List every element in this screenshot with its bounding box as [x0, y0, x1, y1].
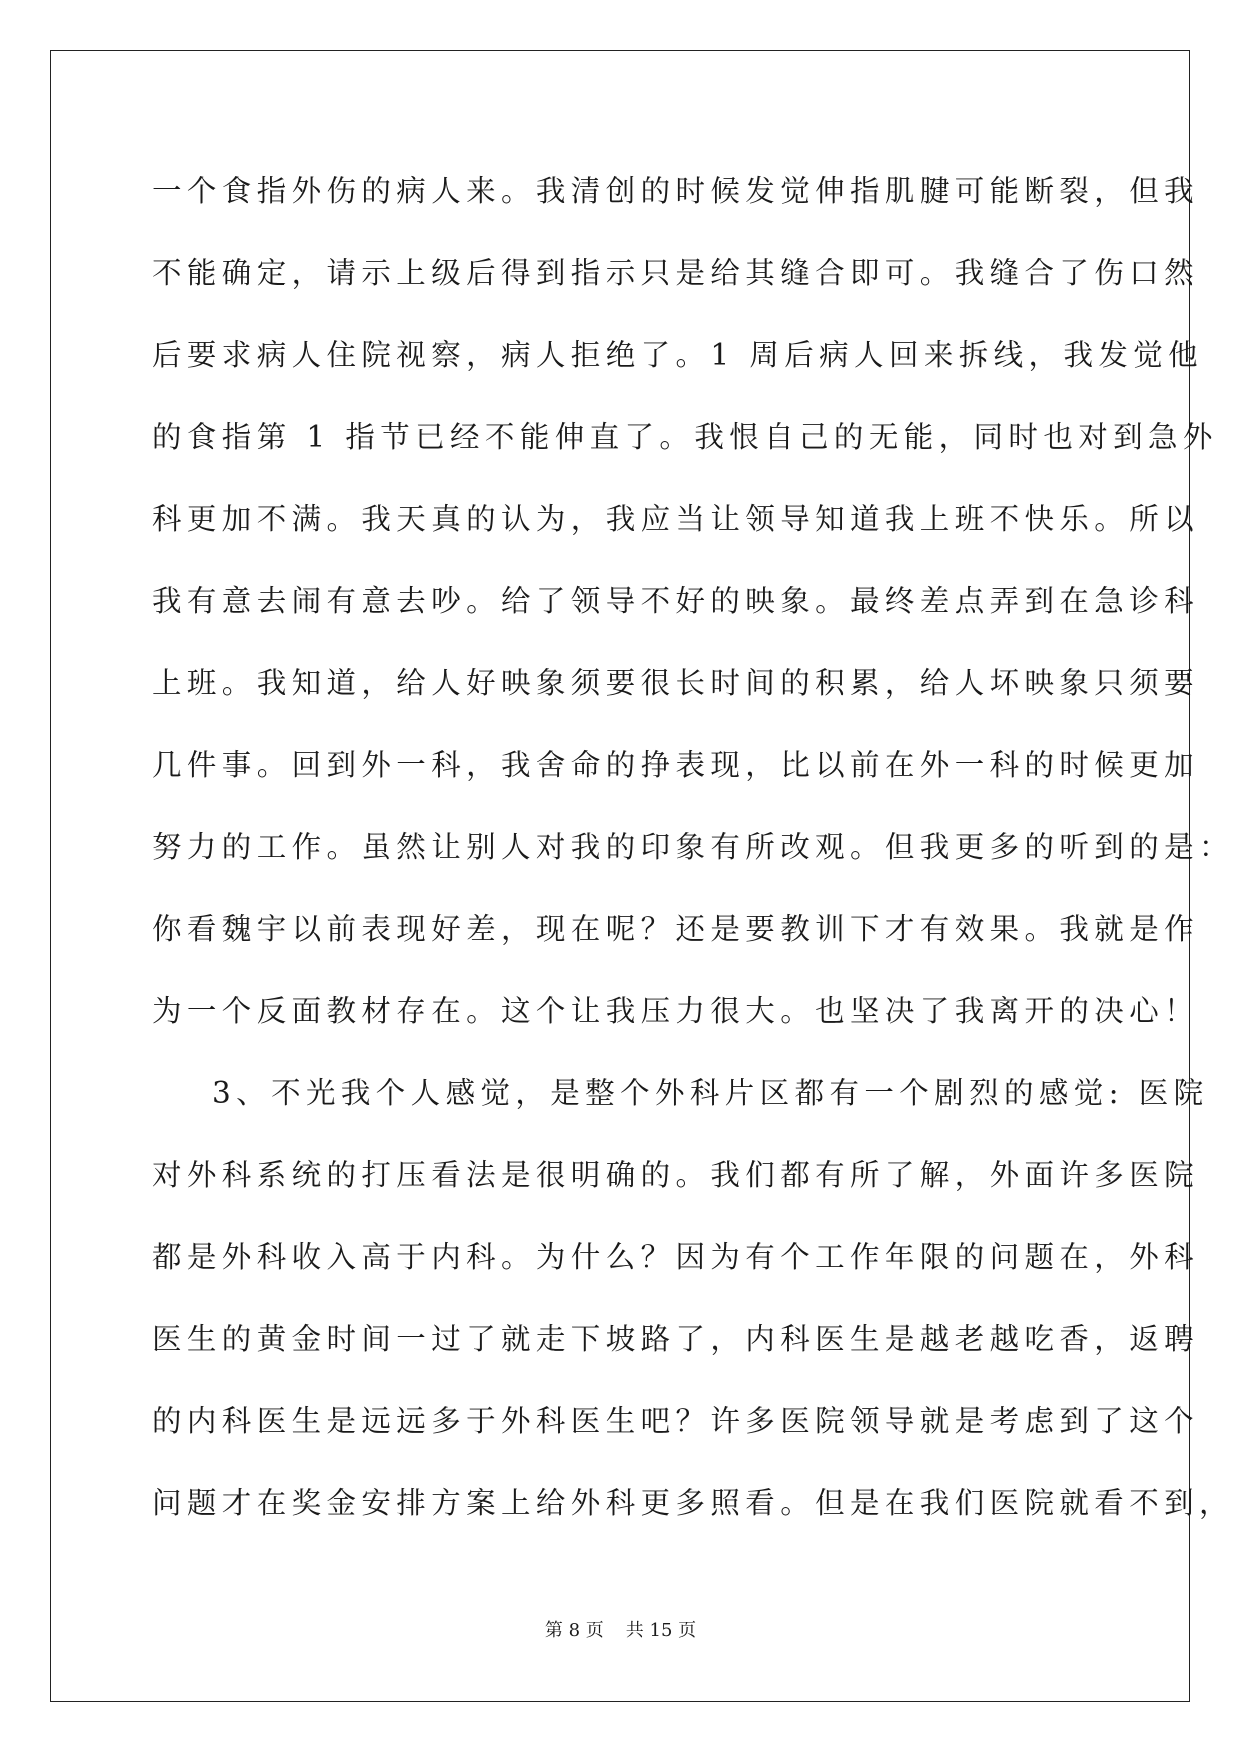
text-line: 都是外科收入高于内科。为什么？因为有个工作年限的问题在，外科 — [152, 1240, 1200, 1274]
text-line: 为一个反面教材存在。这个让我压力很大。也坚决了我离开的决心！ — [152, 994, 1200, 1028]
text-line: 的食指第 1 指节已经不能伸直了。我恨自己的无能，同时也对到急外 — [152, 420, 1218, 454]
text-line: 上班。我知道，给人好映象须要很长时间的积累，给人坏映象只须要 — [152, 666, 1200, 700]
text-line: 科更加不满。我天真的认为，我应当让领导知道我上班不快乐。所以 — [152, 502, 1200, 536]
text-line: 你看魏宇以前表现好差，现在呢？还是要教训下才有效果。我就是作 — [152, 912, 1200, 946]
text-line: 努力的工作。虽然让别人对我的印象有所改观。但我更多的听到的是： — [152, 830, 1234, 864]
text-line: 对外科系统的打压看法是很明确的。我们都有所了解，外面许多医院 — [152, 1158, 1200, 1192]
text-line: 我有意去闹有意去吵。给了领导不好的映象。最终差点弄到在急诊科 — [152, 584, 1200, 618]
page-total: 共 15 页 — [625, 1620, 697, 1641]
text-line: 问题才在奖金安排方案上给外科更多照看。但是在我们医院就看不到， — [152, 1486, 1234, 1520]
text-line: 不能确定，请示上级后得到指示只是给其缝合即可。我缝合了伤口然 — [152, 256, 1200, 290]
body-text — [152, 160, 1234, 1554]
text-line: 后要求病人住院视察，病人拒绝了。1 周后病人回来拆线，我发觉他 — [152, 338, 1204, 372]
page-footer — [0, 1616, 1241, 1646]
page-number: 第 8 页 — [544, 1620, 604, 1641]
text-line: 一个食指外伤的病人来。我清创的时候发觉伸指肌腱可能断裂，但我 — [152, 174, 1200, 208]
text-line: 的内科医生是远远多于外科医生吧？许多医院领导就是考虑到了这个 — [152, 1404, 1200, 1438]
text-line: 医生的黄金时间一过了就走下坡路了，内科医生是越老越吃香，返聘 — [152, 1322, 1200, 1356]
paragraph-start-line: 3、不光我个人感觉，是整个外科片区都有一个剧烈的感觉: 医院 — [212, 1076, 1209, 1110]
text-line: 几件事。回到外一科，我舍命的挣表现，比以前在外一科的时候更加 — [152, 748, 1200, 782]
